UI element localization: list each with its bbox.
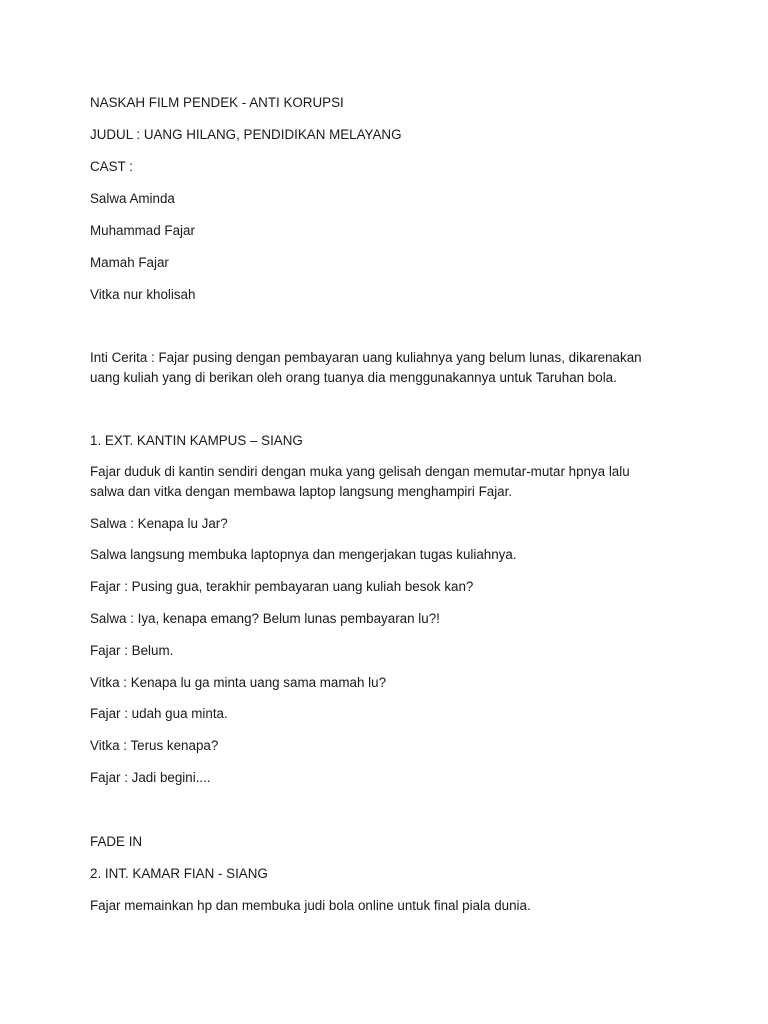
dialogue-line: Salwa : Kenapa lu Jar? xyxy=(90,516,228,531)
cast-member: Mamah Fajar xyxy=(90,255,169,270)
script-judul: JUDUL : UANG HILANG, PENDIDIKAN MELAYANG xyxy=(90,127,402,142)
action-line: salwa dan vitka dengan membawa laptop langsung menghampiri Fajar. xyxy=(90,484,513,499)
action-line: Fajar duduk di kantin sendiri dengan muka yang gelisah dengan memutar-mutar hpnya lalu xyxy=(90,464,630,479)
scene-heading: 1. EXT. KANTIN KAMPUS – SIANG xyxy=(90,433,303,448)
cast-member: Muhammad Fajar xyxy=(90,223,195,238)
dialogue-line: Fajar : udah gua minta. xyxy=(90,706,228,721)
action-paragraph xyxy=(90,462,690,502)
synopsis-line: Inti Cerita : Fajar pusing dengan pembayaran uang kuliahnya yang belum lunas, dikarenakan xyxy=(90,350,642,365)
action-line: Salwa langsung membuka laptopnya dan mengerjakan tugas kuliahnya. xyxy=(90,547,517,562)
dialogue-line: Fajar : Jadi begini.... xyxy=(90,770,211,785)
synopsis-line: uang kuliah yang di berikan oleh orang tuanya dia menggunakannya untuk Taruhan bola. xyxy=(90,370,617,385)
cast-member: Vitka nur kholisah xyxy=(90,287,196,302)
dialogue-line: Fajar : Pusing gua, terakhir pembayaran uang kuliah besok kan? xyxy=(90,579,474,594)
action-line: Fajar memainkan hp dan membuka judi bola online untuk final piala dunia. xyxy=(90,898,531,913)
cast-label: CAST : xyxy=(90,159,133,174)
dialogue-line: Vitka : Kenapa lu ga minta uang sama mamah lu? xyxy=(90,675,387,690)
synopsis-paragraph xyxy=(90,348,690,388)
cast-member: Salwa Aminda xyxy=(90,191,175,206)
scene-heading: 2. INT. KAMAR FIAN - SIANG xyxy=(90,866,268,881)
script-title: NASKAH FILM PENDEK - ANTI KORUPSI xyxy=(90,95,344,110)
transition: FADE IN xyxy=(90,834,143,849)
dialogue-line: Vitka : Terus kenapa? xyxy=(90,738,219,753)
dialogue-line: Fajar : Belum. xyxy=(90,643,174,658)
dialogue-line: Salwa : Iya, kenapa emang? Belum lunas pembayaran lu?! xyxy=(90,611,440,626)
